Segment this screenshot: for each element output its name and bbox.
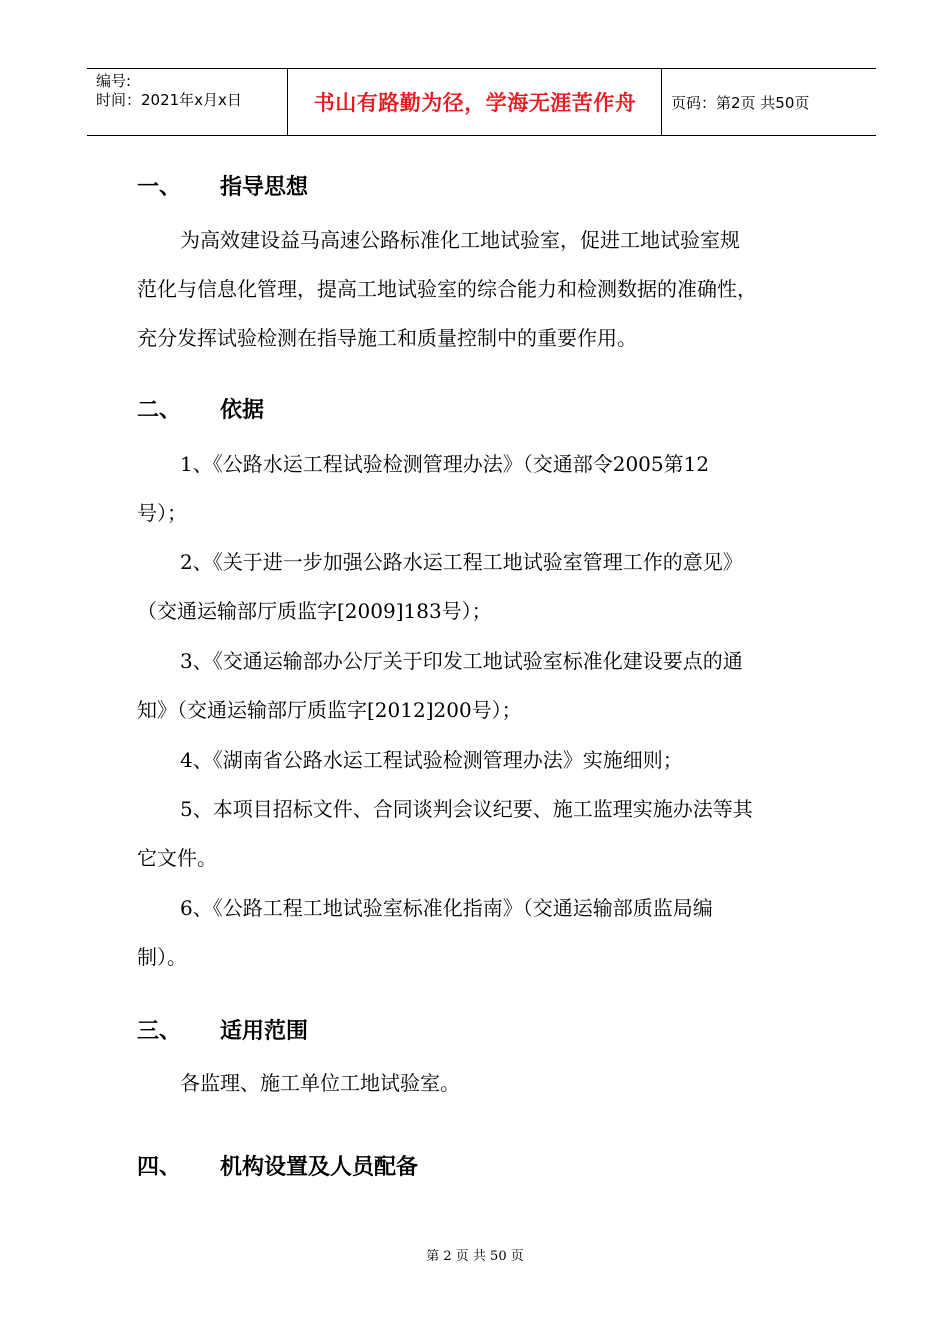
reference-item (137, 884, 837, 982)
section-title: 依据 (220, 397, 265, 423)
paragraph (137, 216, 837, 363)
document-number-label: 编号: (96, 72, 132, 90)
paragraph-line: 为高效建设益马高速公路标准化工地试验室，促进工地试验室规 (180, 228, 740, 252)
reference-item (137, 637, 837, 735)
section-heading (137, 170, 308, 200)
page-footer: 第 2 页 共 50 页 (426, 1249, 524, 1264)
header-page-info: 页码：第2页 共50页 (671, 93, 810, 112)
paragraph-line: 2、《关于进一步加强公路水运工程工地试验室管理工作的意见》 (180, 550, 743, 574)
section-number: 三、 (137, 1018, 182, 1044)
paragraph-line: 制）。 (137, 945, 187, 969)
reference-item (137, 785, 837, 883)
paragraph-line: 范化与信息化管理，提高工地试验室的综合能力和检测数据的准确性， (137, 277, 757, 301)
paragraph-line: 1、《公路水运工程试验检测管理办法》（交通部令2005第12 (180, 452, 710, 476)
section-number: 二、 (137, 397, 182, 423)
section-heading (137, 393, 264, 423)
paragraph-line: 4、《湖南省公路水运工程试验检测管理办法》实施细则； (180, 748, 683, 772)
document-time-label: 时间：2021年x月x日 (96, 91, 242, 109)
reference-item (137, 440, 837, 538)
paragraph-line: 知》（交通运输部厅质监字[2012]200号）； (137, 698, 522, 722)
header-meta (96, 72, 242, 110)
section-number: 一、 (137, 174, 182, 200)
section-heading (137, 1014, 308, 1044)
section-title: 适用范围 (220, 1018, 309, 1044)
paragraph-line: 号）； (137, 501, 187, 525)
paragraph-line: 它文件。 (137, 846, 217, 870)
reference-item (137, 538, 837, 636)
paragraph-line: （交通运输部厅质监字[2009]183号）； (137, 599, 492, 623)
paragraph-line: 3、《交通运输部办公厅关于印发工地试验室标准化建设要点的通 (180, 649, 743, 673)
paragraph (137, 1059, 837, 1108)
section-title: 机构设置及人员配备 (220, 1154, 419, 1180)
section-title: 指导思想 (220, 174, 309, 200)
header-divider (661, 69, 662, 135)
page-header (87, 68, 876, 136)
reference-item (137, 736, 837, 785)
paragraph-line: 5、本项目招标文件、合同谈判会议纪要、施工监理实施办法等其 (180, 797, 753, 821)
paragraph-line: 6、《公路工程工地试验室标准化指南》（交通运输部质监局编 (180, 896, 713, 920)
section-number: 四、 (137, 1154, 182, 1180)
paragraph-line: 充分发挥试验检测在指导施工和质量控制中的重要作用。 (137, 326, 637, 350)
header-divider (287, 69, 288, 135)
section-heading (137, 1150, 418, 1180)
header-motto: 书山有路勤为径，学海无涯苦作舟 (313, 91, 637, 115)
paragraph-line: 各监理、施工单位工地试验室。 (180, 1071, 460, 1095)
